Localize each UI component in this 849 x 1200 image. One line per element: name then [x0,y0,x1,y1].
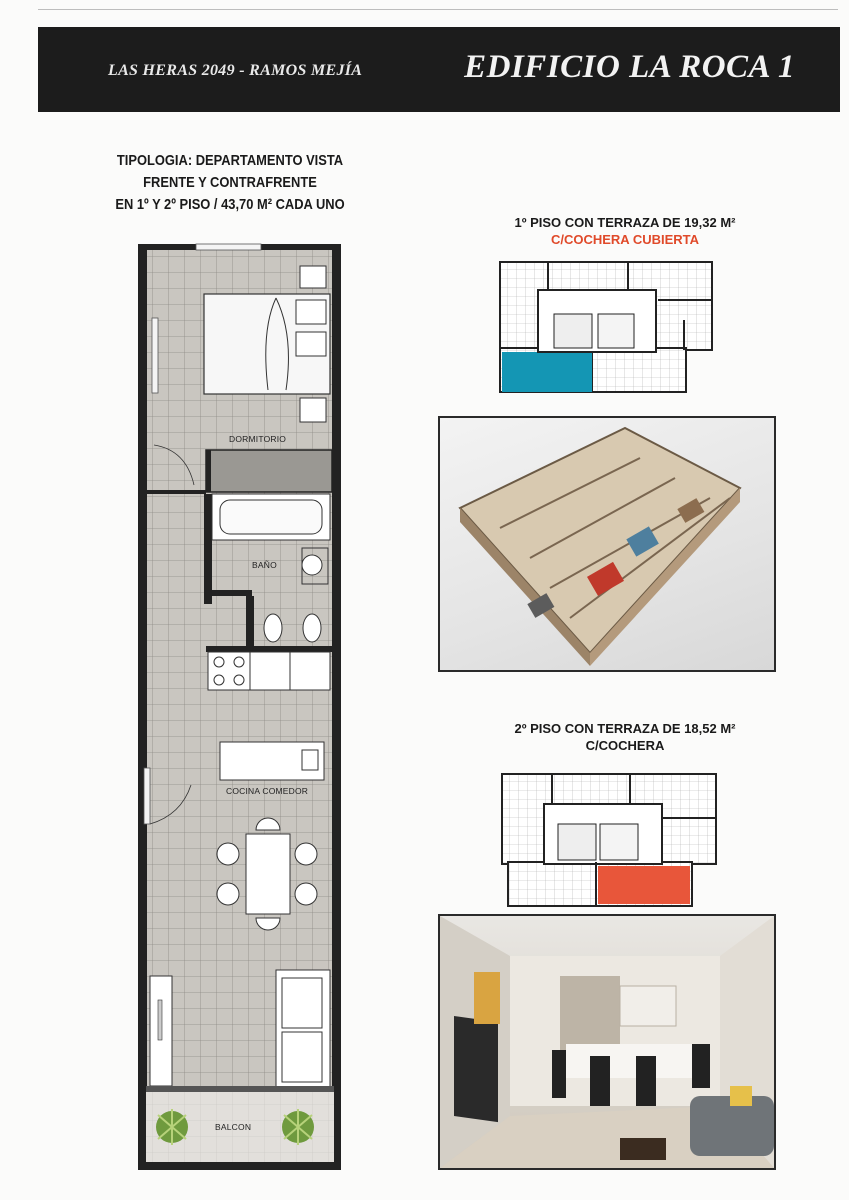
typology-line: TIPOLOGIA: DEPARTAMENTO VISTA [116,152,344,169]
floor2-plan [500,772,720,908]
address-label: LAS HERAS 2049 - RAMOS MEJÍA [108,62,363,79]
room-label-dormitorio: DORMITORIO [229,434,287,444]
floor2-subtitle: C/COCHERA [585,738,665,753]
top-rule [38,9,838,10]
dining-table-icon [246,834,290,914]
room-label-bano: BAÑO [252,560,277,570]
toilet-icon [264,614,282,642]
room-label-balcon: BALCON [215,1122,252,1132]
building-title: EDIFICIO LA ROCA 1 [464,49,795,85]
stove-icon [208,652,250,690]
floor2-caption [455,720,795,754]
typology-line: FRENTE Y CONTRAFRENTE [143,174,317,191]
floor1-title: 1º PISO CON TERRAZA DE 19,32 M² [514,215,736,230]
floor-plan [136,240,346,1175]
room-label-cocina-comedor: COCINA COMEDOR [226,786,309,796]
typology-line: EN 1º Y 2º PISO / 43,70 M² CADA UNO [115,196,345,213]
typology-heading [92,150,367,216]
floor2-title: 2º PISO CON TERRAZA DE 18,52 M² [514,721,736,736]
floor1-caption [455,214,795,248]
interior-photo [438,914,776,1170]
floor1-plan [498,260,716,395]
header-bar [38,27,840,112]
floor1-subtitle: C/COCHERA CUBIERTA [550,232,700,247]
render-3d-image [438,416,776,672]
bidet-icon [303,614,321,642]
